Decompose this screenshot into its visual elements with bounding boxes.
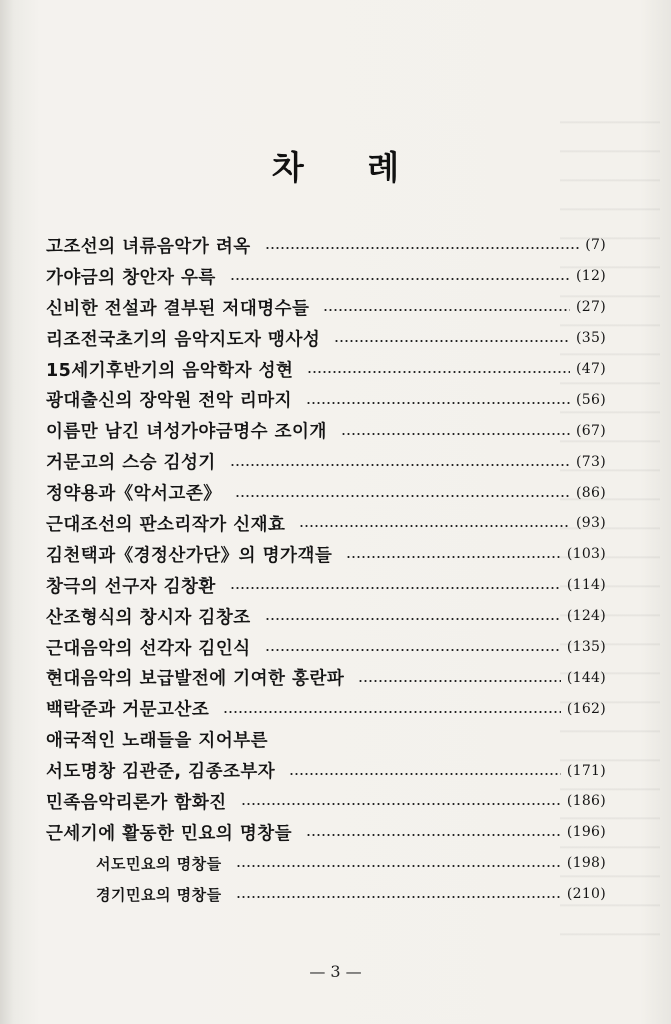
dot-leader xyxy=(341,433,570,435)
toc-entry xyxy=(46,446,606,477)
dot-leader xyxy=(265,649,561,651)
toc-entry-page: (198) xyxy=(566,855,606,872)
toc-entry xyxy=(46,415,606,446)
toc-entry xyxy=(46,786,606,817)
dot-leader xyxy=(299,525,570,527)
dot-leader xyxy=(334,340,570,342)
toc-entry xyxy=(46,384,606,415)
toc-entry-page: (67) xyxy=(576,422,606,439)
toc-entry xyxy=(46,261,606,292)
dot-leader xyxy=(223,711,561,713)
toc-entry-page: (27) xyxy=(576,299,606,316)
toc-entry-title: 현대음악의 보급발전에 기여한 홍란파 xyxy=(46,669,345,690)
dot-leader xyxy=(306,834,561,836)
dot-leader xyxy=(346,556,561,558)
toc-entry-page: (7) xyxy=(585,237,606,254)
table-of-contents xyxy=(46,230,606,910)
toc-entry-page: (124) xyxy=(566,608,606,625)
dot-leader xyxy=(307,371,570,373)
dot-leader xyxy=(236,865,561,867)
toc-entry xyxy=(46,477,606,508)
toc-entry xyxy=(46,693,606,724)
toc-entry-title: 근세기에 활동한 민요의 명창들 xyxy=(46,823,293,844)
toc-entry xyxy=(46,817,606,848)
toc-entry-title: 산조형식의 창시자 김창조 xyxy=(46,607,251,628)
toc-entry-title: 서도명창 김관준, 김종조부자 xyxy=(46,762,276,783)
toc-entry xyxy=(46,848,606,879)
toc-entry xyxy=(46,323,606,354)
dot-leader xyxy=(265,618,561,620)
toc-entry-title: 창극의 선구자 김창환 xyxy=(46,576,216,597)
dot-leader xyxy=(265,247,580,249)
dot-leader xyxy=(235,495,570,497)
toc-entry xyxy=(46,354,606,385)
toc-entry-page: (86) xyxy=(576,484,606,501)
toc-entry-page: (186) xyxy=(566,793,606,810)
page-title: 차 례 xyxy=(271,148,426,187)
toc-entry-page: (144) xyxy=(566,669,606,686)
toc-entry xyxy=(46,632,606,663)
toc-entry-title: 리조전국초기의 음악지도자 맹사성 xyxy=(46,329,321,350)
toc-entry xyxy=(46,230,606,261)
dot-leader xyxy=(358,680,561,682)
dot-leader xyxy=(236,896,561,898)
toc-entry-title: 경기민요의 명창들 xyxy=(96,885,222,904)
toc-entry-page: (73) xyxy=(576,453,606,470)
toc-entry xyxy=(46,879,606,910)
toc-entry-title: 가야금의 창안자 우륵 xyxy=(46,267,216,288)
toc-entry-page: (135) xyxy=(566,639,606,656)
toc-entry xyxy=(46,662,606,693)
toc-entry-title: 서도민요의 명창들 xyxy=(96,854,222,873)
toc-entry-title: 백락준과 거문고산조 xyxy=(46,700,210,721)
toc-entry-page: (210) xyxy=(566,886,606,903)
toc-entry xyxy=(46,724,606,755)
toc-entry-title: 신비한 전설과 결부된 저대명수들 xyxy=(46,298,310,319)
toc-entry-title: 김천택과《경정산가단》의 명가객들 xyxy=(46,545,333,566)
toc-entry-page: (171) xyxy=(566,762,606,779)
toc-entry xyxy=(46,601,606,632)
toc-entry-page: (114) xyxy=(566,577,606,594)
toc-entry-title: 고조선의 녀류음악가 려옥 xyxy=(46,236,251,257)
toc-entry-page: (162) xyxy=(566,700,606,717)
dot-leader xyxy=(230,587,561,589)
toc-entry-title: 거문고의 스승 김성기 xyxy=(46,453,216,474)
toc-entry-page: (56) xyxy=(576,391,606,408)
toc-entry-title: 근대조선의 판소리작가 신재효 xyxy=(46,514,286,535)
toc-entry-page: (93) xyxy=(576,515,606,532)
toc-entry xyxy=(46,539,606,570)
toc-entry xyxy=(46,755,606,786)
toc-entry-title: 애국적인 노래들을 지어부른 xyxy=(46,731,269,752)
page-number: — 3 — xyxy=(309,962,362,981)
toc-entry xyxy=(46,508,606,539)
toc-entry-title: 이름만 남긴 녀성가야금명수 조이개 xyxy=(46,422,327,443)
toc-entry xyxy=(46,570,606,601)
dot-leader xyxy=(289,773,561,775)
toc-entry xyxy=(46,292,606,323)
toc-entry-page: (103) xyxy=(566,546,606,563)
dot-leader xyxy=(323,309,570,311)
toc-entry-page: (12) xyxy=(576,268,606,285)
dot-leader xyxy=(241,803,561,805)
toc-entry-title: 15세기후반기의 음악학자 성현 xyxy=(46,360,294,381)
dot-leader xyxy=(230,278,570,280)
toc-entry-page: (196) xyxy=(566,824,606,841)
toc-entry-title: 정약용과《악서고존》 xyxy=(46,484,222,505)
toc-entry-title: 민족음악리론가 함화진 xyxy=(46,792,227,813)
toc-entry-page: (47) xyxy=(576,361,606,377)
toc-entry-title: 근대음악의 선각자 김인식 xyxy=(46,638,251,659)
dot-leader xyxy=(230,464,570,466)
toc-entry-title: 광대출신의 장악원 전악 리마지 xyxy=(46,391,293,412)
dot-leader xyxy=(306,402,570,404)
toc-entry-page: (35) xyxy=(576,330,606,347)
